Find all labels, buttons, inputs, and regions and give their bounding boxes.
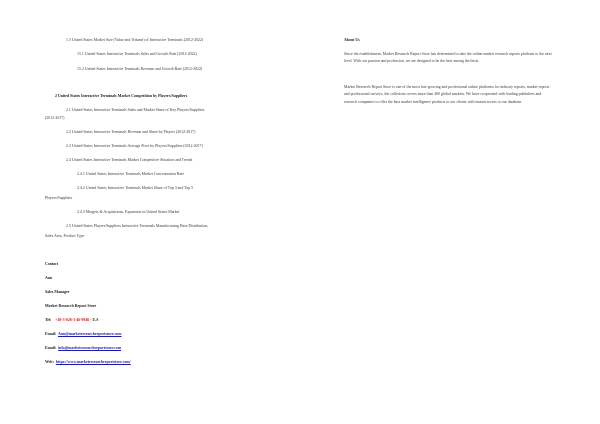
toc-item-1-5-1: 15.1 United States Interactive Terminals Sales and Growth Rate (2012-2022) [77, 52, 197, 56]
web-link[interactable]: https://www.marketresearchreportstore.com/ [55, 360, 131, 364]
contact-company: Market Research Report Store [45, 304, 97, 308]
email2-link[interactable]: info@marketresearchreportstore.com [58, 346, 122, 350]
toc-item-1-5-2: 15.2 United States Interactive Terminals Revenue and Growth Rate (2012-2022) [77, 67, 203, 71]
contact-role: Sales Manager [45, 290, 70, 294]
web-label: Web: [45, 360, 54, 364]
tel-suffix: - U.S [89, 318, 99, 322]
contact-heading: Contact [45, 262, 59, 266]
about-paragraph-2: Market Research Report Store is one of the most fast-growing and professional online platforms for industry reports, market reports and professional surveys, the collection covers more than 400 global markets. We have cooperated with leading publishers and research companies to offer the best market intelligence products to our clients with instant access to our database. [344, 85, 550, 104]
toc-item-2-4: 2.4 United States Interactive Terminals Market Competitive Situation and Trends [66, 158, 193, 162]
email1-label: Email: [45, 332, 57, 336]
about-paragraph-1: Since the establishment, Market Research Report Store has determined to take the online market research reports platform to the next level. With our passion and profession, we are designed to be the best among the bests. [344, 52, 552, 64]
contact-email-1 [45, 332, 122, 337]
about-heading: About Us [344, 38, 360, 42]
toc-item-2-4-3: 2.4.3 Mergers & Acquisitions, Expansion in United States Market [77, 210, 180, 214]
email1-link[interactable]: Ann@marketresearchreportstore.com [57, 332, 122, 336]
email2-label: Email: [45, 346, 57, 350]
toc-item-2-1: 2.1 United States Interactive Terminals Sales and Market Share of Key Players/Suppliers [66, 108, 205, 112]
toc-item-2-4-2: 2.4.2 United States Interactive Terminals Market Share of Top 3 and Top 5 [77, 186, 194, 190]
toc-item-2-4-1: 2.4.1 United States Interactive Terminals Market Concentration Rate [77, 172, 184, 176]
tel-value[interactable]: +49-3-626-3-46-9946 [55, 318, 90, 322]
contact-name: Ann [45, 276, 53, 280]
contact-email-2 [45, 346, 121, 351]
toc-item-2-5-cont: Sales Area, Product Type [45, 234, 85, 238]
toc-item-1-5: 1.5 United States Market Size (Value and Volume) of Interactive Terminals (2012-2022) [66, 38, 204, 42]
toc-item-2-3: 2.3 United States Interactive Terminals Average Price by Players/Suppliers (2012-2017) [66, 144, 203, 148]
toc-heading-2: 2 United States Interactive Terminals Market Competition by Players/Suppliers [55, 94, 188, 98]
toc-item-2-5: 2.5 United States Players/Suppliers Interactive Terminals Manufacturing Base Distribution, [66, 224, 209, 228]
contact-web [45, 360, 131, 365]
toc-item-2-1-cont: (2012-2017) [45, 116, 65, 120]
tel-label: Tel: [45, 318, 52, 322]
contact-tel [45, 318, 98, 323]
toc-item-2-2: 2.2 United States Interactive Terminals Revenue and Share by Players (2012-2017) [66, 130, 196, 134]
toc-item-2-4-2-cont: Players/Suppliers [45, 196, 73, 200]
